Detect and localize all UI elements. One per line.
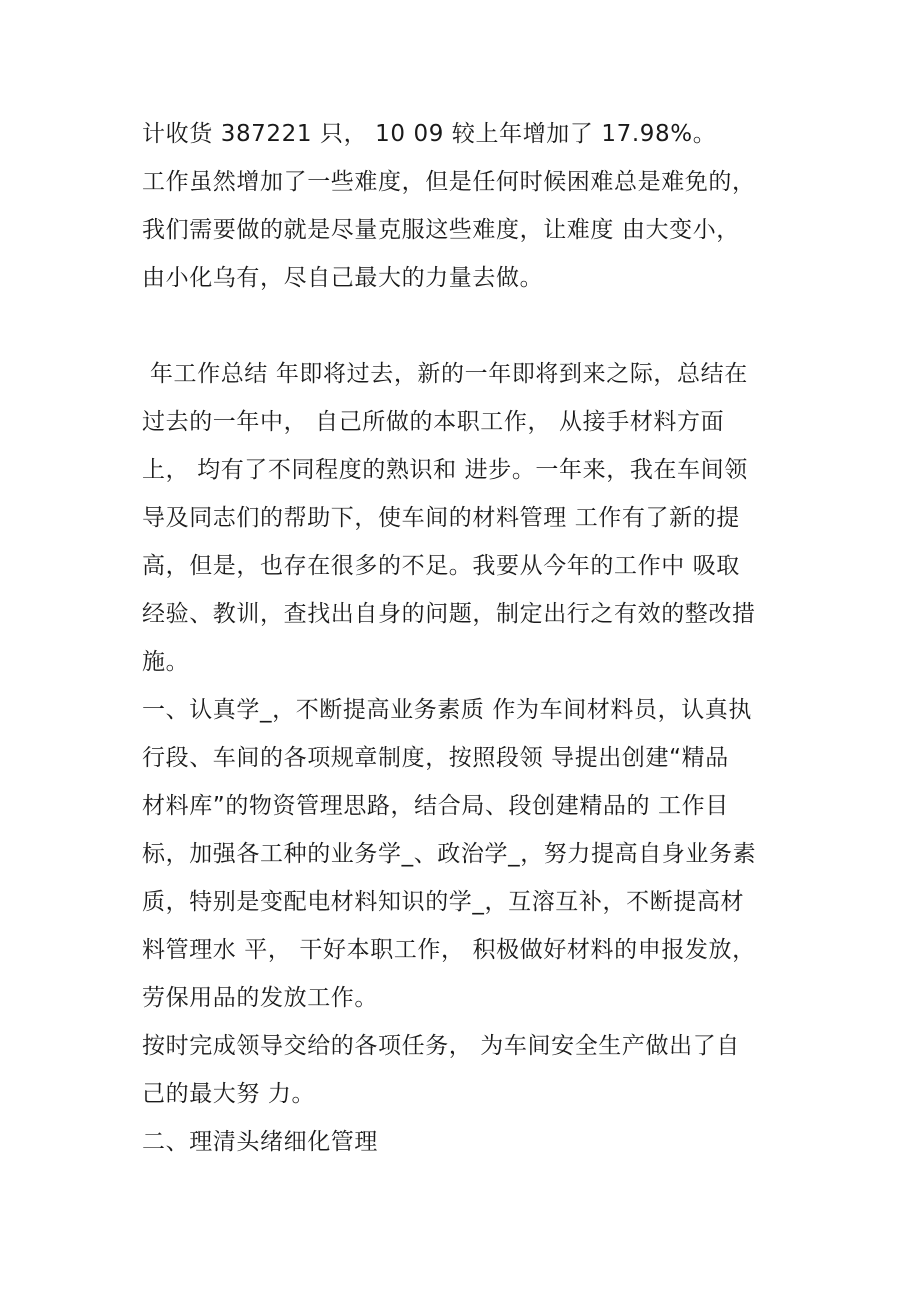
text-line: 质，特别是变配电材料知识的学_，互溶互补，不断提高材 — [142, 889, 745, 915]
text-line: 年工作总结 年即将过去，新的一年即将到来之际，总结在 — [142, 361, 748, 387]
text-line: 己的最大努 力。 — [142, 1081, 316, 1107]
text-line: 上， 均有了不同程度的熟识和 进步。一年来，我在车间领 — [142, 457, 748, 483]
text-line: 高，但是，也存在很多的不足。我要从今年的工作中 吸取 — [142, 553, 740, 579]
text-line: 过去的一年中， 自己所做的本职工作， 从接手材料方面 — [142, 409, 725, 435]
text-line: 一、认真学_，不断提高业务素质 作为车间材料员，认真执 — [142, 697, 753, 723]
text-line: 计收货 387221 只， 10 09 较上年增加了 17.98%。 — [142, 121, 717, 147]
text-line: 行段、车间的各项规章制度，按照段领 导提出创建“精品 — [142, 745, 729, 771]
text-line: 二、理清头绪细化管理 — [142, 1129, 378, 1155]
text-line: 标，加强各工种的业务学_、政治学_，努力提高自身业务素 — [142, 841, 757, 867]
text-line: 导及同志们的帮助下，使车间的材料管理 工作有了新的提 — [142, 505, 740, 531]
text-line: 施。 — [142, 649, 190, 675]
text-line: 我们需要做的就是尽量克服这些难度，让难度 由大变小， — [142, 217, 740, 243]
text-line: 料管理水 平， 干好本职工作， 积极做好材料的申报发放， — [142, 937, 756, 963]
text-line: 工作虽然增加了一些难度，但是任何时候困难总是难免的， — [142, 169, 756, 195]
text-line: 经验、教训，查找出自身的问题，制定出行之有效的整改措 — [142, 601, 756, 627]
text-line: 材料库”的物资管理思路，结合局、段创建精品的 工作目 — [142, 793, 729, 819]
text-line: 劳保用品的发放工作。 — [142, 985, 378, 1011]
text-line: 按时完成领导交给的各项任务， 为车间安全生产做出了自 — [142, 1033, 740, 1059]
text-line: 由小化乌有，尽自己最大的力量去做。 — [142, 265, 544, 291]
